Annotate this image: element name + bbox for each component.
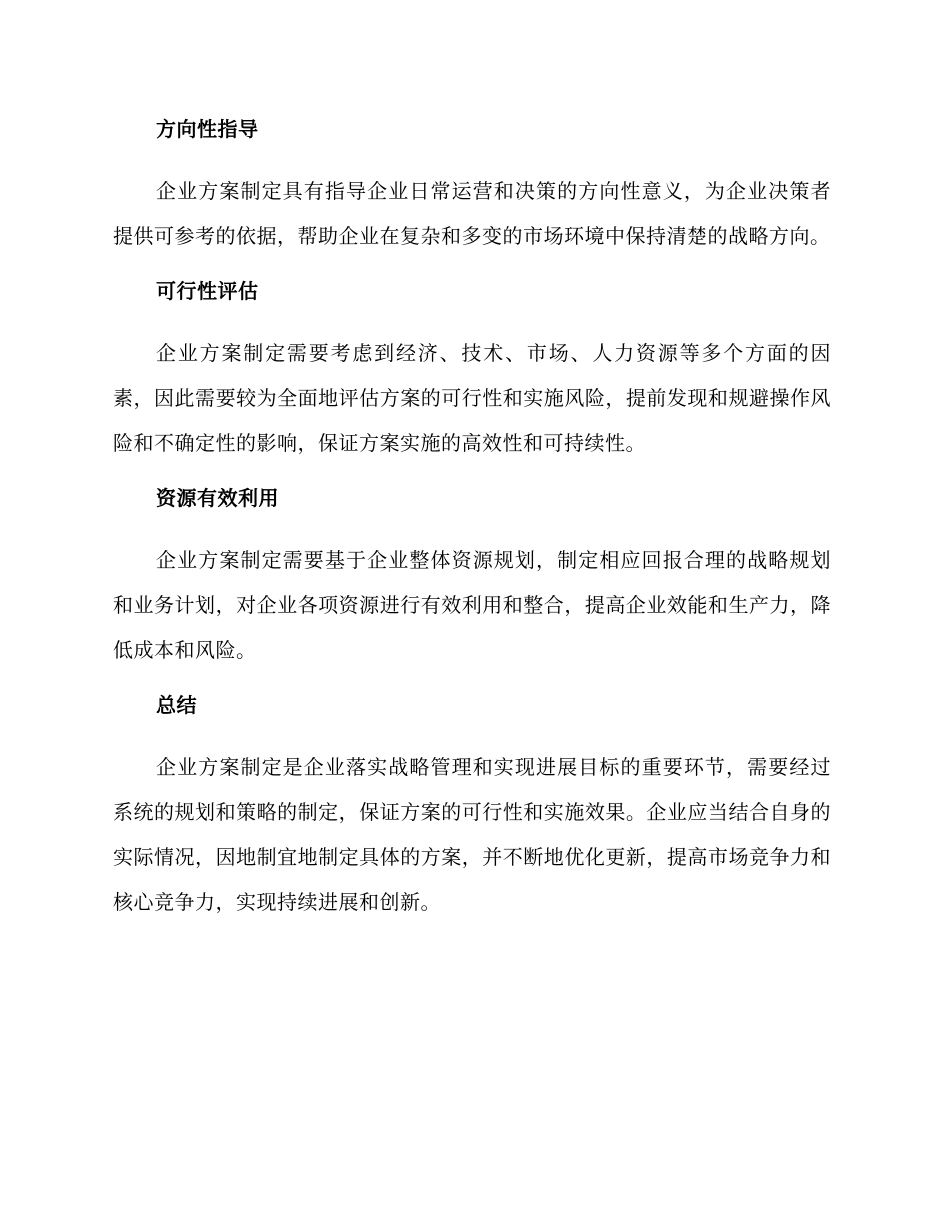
section-heading: 可行性评估 bbox=[156, 279, 259, 303]
document-body bbox=[113, 112, 831, 925]
section-heading: 资源有效利用 bbox=[156, 486, 279, 510]
section-paragraph: 企业方案制定具有指导企业日常运营和决策的方向性意义，为企业决策者提供可参考的依据，帮助企业在复杂和多变的市场环境中保持清楚的战略方向。 bbox=[113, 179, 831, 248]
section-resources bbox=[113, 481, 831, 673]
section-heading: 方向性指导 bbox=[156, 117, 259, 141]
section-paragraph: 企业方案制定需要考虑到经济、技术、市场、人力资源等多个方面的因素，因此需要较为全面地评估方案的可行性和实施风险，提前发现和规避操作风险和不确定性的影响，保证方案实施的高效性和可持续性。 bbox=[113, 341, 831, 455]
section-paragraph: 企业方案制定需要基于企业整体资源规划，制定相应回报合理的战略规划和业务计划，对企业各项资源进行有效利用和整合，提高企业效能和生产力，降低成本和风险。 bbox=[113, 548, 831, 662]
section-summary bbox=[113, 688, 831, 925]
section-paragraph: 企业方案制定是企业落实战略管理和实现进展目标的重要环节，需要经过系统的规划和策略的制定，保证方案的可行性和实施效果。企业应当结合自身的实际情况，因地制宜地制定具体的方案，并不断地优化更新，提高市场竞争力和核心竞争力，实现持续进展和创新。 bbox=[113, 755, 831, 914]
section-direction bbox=[113, 112, 831, 259]
section-heading: 总结 bbox=[156, 693, 197, 717]
section-feasibility bbox=[113, 274, 831, 466]
